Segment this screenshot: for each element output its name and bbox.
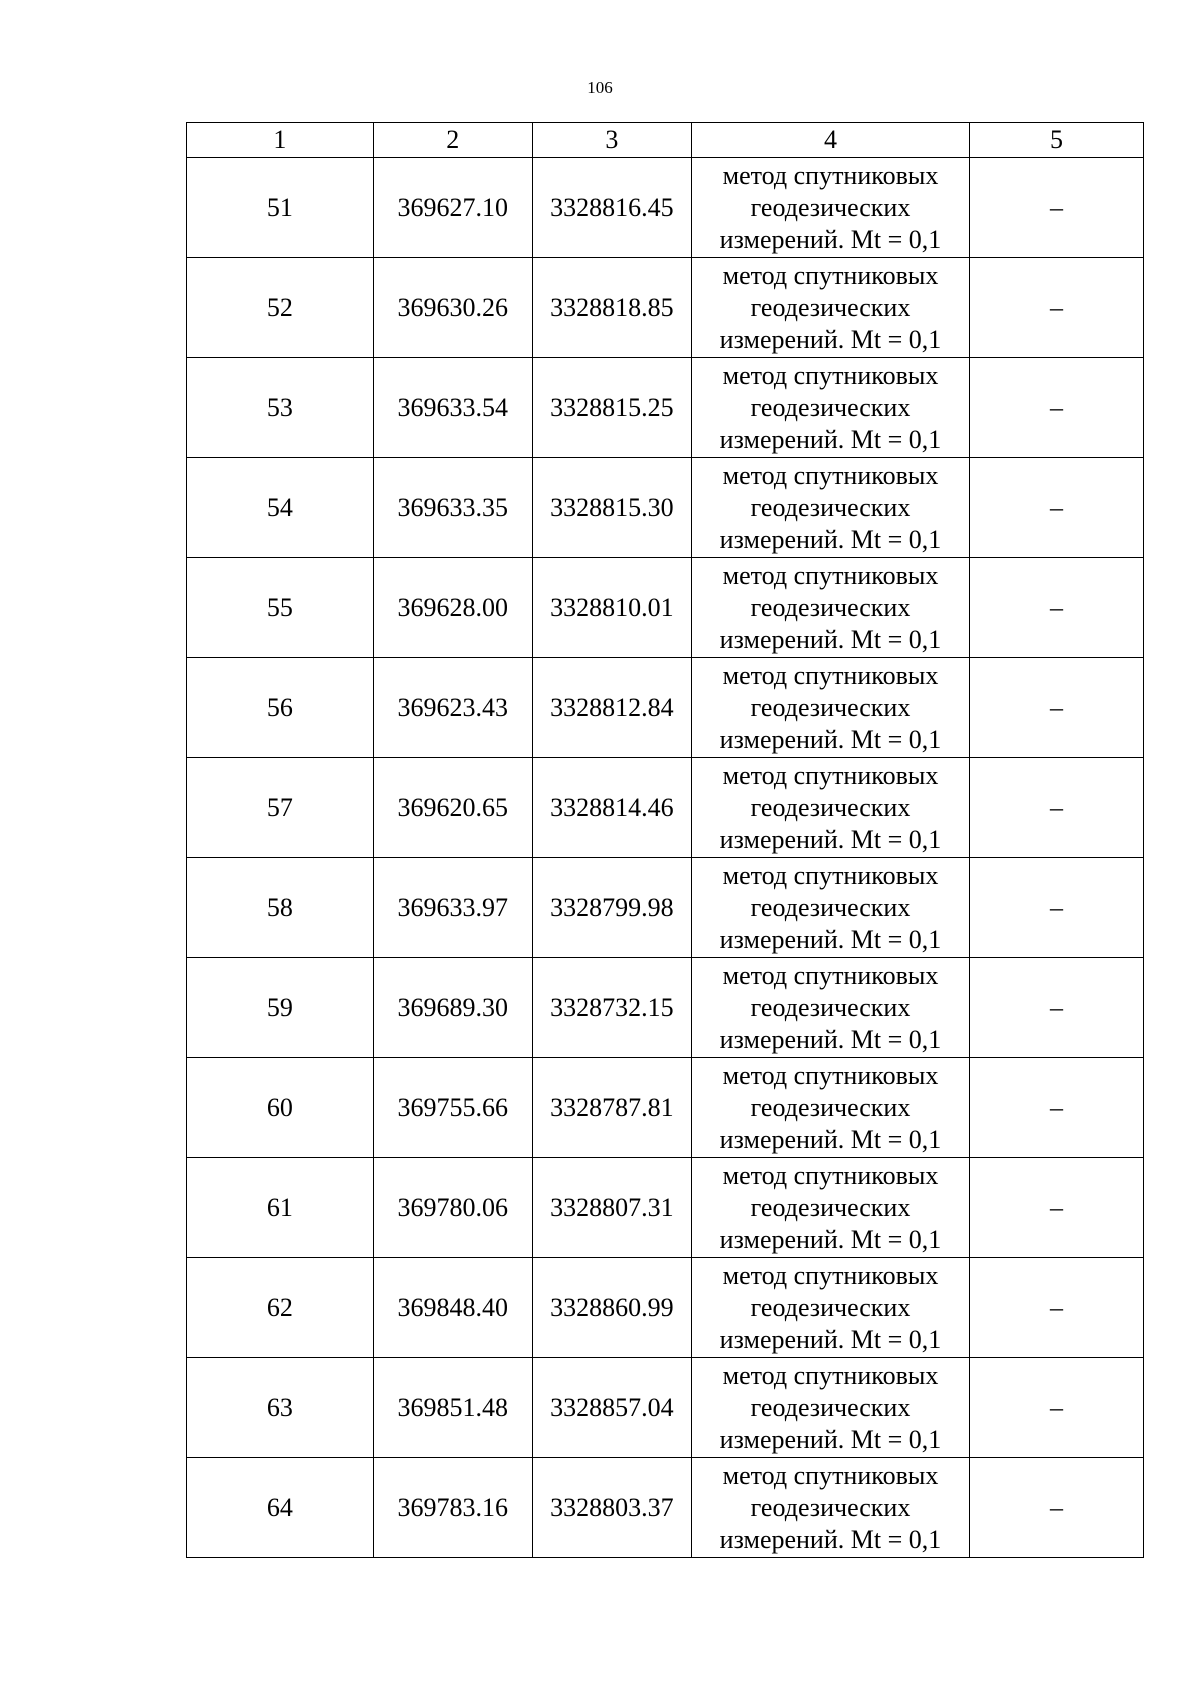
method-cell bbox=[692, 1058, 970, 1158]
method-cell bbox=[692, 458, 970, 558]
y-coordinate-cell: 3328787.81 bbox=[532, 1058, 691, 1158]
note-cell: – bbox=[969, 658, 1143, 758]
method-line: геодезических bbox=[750, 1092, 911, 1122]
method-line: геодезических bbox=[750, 492, 911, 522]
method-line: геодезических bbox=[750, 392, 911, 422]
note-cell: – bbox=[969, 958, 1143, 1058]
method-cell bbox=[692, 1258, 970, 1358]
y-coordinate-cell: 3328815.30 bbox=[532, 458, 691, 558]
method-line: метод спутниковых bbox=[722, 1360, 939, 1390]
y-coordinate-cell: 3328818.85 bbox=[532, 258, 691, 358]
method-line: измерений. Mt = 0,1 bbox=[719, 1024, 942, 1054]
table-row bbox=[187, 258, 1144, 358]
x-coordinate-cell: 369851.48 bbox=[373, 1358, 532, 1458]
point-number-cell: 63 bbox=[187, 1358, 374, 1458]
y-coordinate-cell: 3328860.99 bbox=[532, 1258, 691, 1358]
method-cell bbox=[692, 958, 970, 1058]
method-cell bbox=[692, 258, 970, 358]
x-coordinate-cell: 369780.06 bbox=[373, 1158, 532, 1258]
column-header-2: 2 bbox=[373, 123, 532, 158]
note-cell: – bbox=[969, 258, 1143, 358]
table-row bbox=[187, 958, 1144, 1058]
x-coordinate-cell: 369848.40 bbox=[373, 1258, 532, 1358]
x-coordinate-cell: 369633.54 bbox=[373, 358, 532, 458]
method-line: измерений. Mt = 0,1 bbox=[719, 324, 942, 354]
method-cell bbox=[692, 358, 970, 458]
y-coordinate-cell: 3328814.46 bbox=[532, 758, 691, 858]
y-coordinate-cell: 3328812.84 bbox=[532, 658, 691, 758]
method-line: измерений. Mt = 0,1 bbox=[719, 624, 942, 654]
x-coordinate-cell: 369755.66 bbox=[373, 1058, 532, 1158]
method-line: геодезических bbox=[750, 192, 911, 222]
table-row bbox=[187, 558, 1144, 658]
method-line: геодезических bbox=[750, 1292, 911, 1322]
column-header-3: 3 bbox=[532, 123, 691, 158]
method-line: геодезических bbox=[750, 692, 911, 722]
method-line: измерений. Mt = 0,1 bbox=[719, 524, 942, 554]
method-line: метод спутниковых bbox=[722, 1260, 939, 1290]
table-row bbox=[187, 1458, 1144, 1558]
method-line: геодезических bbox=[750, 1492, 911, 1522]
column-header-1: 1 bbox=[187, 123, 374, 158]
x-coordinate-cell: 369689.30 bbox=[373, 958, 532, 1058]
y-coordinate-cell: 3328857.04 bbox=[532, 1358, 691, 1458]
method-line: измерений. Mt = 0,1 bbox=[719, 1424, 942, 1454]
method-line: измерений. Mt = 0,1 bbox=[719, 424, 942, 454]
method-line: измерений. Mt = 0,1 bbox=[719, 824, 942, 854]
coordinates-table bbox=[186, 122, 1144, 1558]
point-number-cell: 56 bbox=[187, 658, 374, 758]
x-coordinate-cell: 369630.26 bbox=[373, 258, 532, 358]
method-cell bbox=[692, 658, 970, 758]
method-line: измерений. Mt = 0,1 bbox=[719, 1524, 942, 1554]
method-line: метод спутниковых bbox=[722, 760, 939, 790]
y-coordinate-cell: 3328816.45 bbox=[532, 158, 691, 258]
table-row bbox=[187, 358, 1144, 458]
note-cell: – bbox=[969, 1258, 1143, 1358]
method-cell bbox=[692, 1158, 970, 1258]
x-coordinate-cell: 369633.35 bbox=[373, 458, 532, 558]
method-line: геодезических bbox=[750, 892, 911, 922]
method-line: геодезических bbox=[750, 992, 911, 1022]
point-number-cell: 55 bbox=[187, 558, 374, 658]
method-line: геодезических bbox=[750, 792, 911, 822]
method-line: метод спутниковых bbox=[722, 260, 939, 290]
y-coordinate-cell: 3328815.25 bbox=[532, 358, 691, 458]
table-row bbox=[187, 1158, 1144, 1258]
note-cell: – bbox=[969, 1058, 1143, 1158]
point-number-cell: 52 bbox=[187, 258, 374, 358]
table-row bbox=[187, 458, 1144, 558]
table-row bbox=[187, 858, 1144, 958]
x-coordinate-cell: 369628.00 bbox=[373, 558, 532, 658]
method-cell bbox=[692, 1458, 970, 1558]
point-number-cell: 53 bbox=[187, 358, 374, 458]
point-number-cell: 60 bbox=[187, 1058, 374, 1158]
method-line: метод спутниковых bbox=[722, 360, 939, 390]
method-cell bbox=[692, 158, 970, 258]
note-cell: – bbox=[969, 458, 1143, 558]
method-line: геодезических bbox=[750, 592, 911, 622]
method-cell bbox=[692, 1358, 970, 1458]
method-cell bbox=[692, 858, 970, 958]
method-line: геодезических bbox=[750, 1392, 911, 1422]
page-number: 106 bbox=[587, 78, 613, 97]
method-line: измерений. Mt = 0,1 bbox=[719, 1224, 942, 1254]
point-number-cell: 58 bbox=[187, 858, 374, 958]
x-coordinate-cell: 369623.43 bbox=[373, 658, 532, 758]
point-number-cell: 64 bbox=[187, 1458, 374, 1558]
method-line: метод спутниковых bbox=[722, 860, 939, 890]
method-line: метод спутниковых bbox=[722, 1460, 939, 1490]
point-number-cell: 59 bbox=[187, 958, 374, 1058]
method-line: измерений. Mt = 0,1 bbox=[719, 1124, 942, 1154]
note-cell: – bbox=[969, 858, 1143, 958]
method-line: метод спутниковых bbox=[722, 160, 939, 190]
note-cell: – bbox=[969, 1358, 1143, 1458]
x-coordinate-cell: 369633.97 bbox=[373, 858, 532, 958]
point-number-cell: 62 bbox=[187, 1258, 374, 1358]
y-coordinate-cell: 3328732.15 bbox=[532, 958, 691, 1058]
x-coordinate-cell: 369783.16 bbox=[373, 1458, 532, 1558]
method-line: метод спутниковых bbox=[722, 660, 939, 690]
y-coordinate-cell: 3328807.31 bbox=[532, 1158, 691, 1258]
table-header-row bbox=[187, 123, 1144, 158]
method-line: измерений. Mt = 0,1 bbox=[719, 224, 942, 254]
table-row bbox=[187, 758, 1144, 858]
table-row bbox=[187, 158, 1144, 258]
table-row bbox=[187, 1058, 1144, 1158]
column-header-5: 5 bbox=[969, 123, 1143, 158]
method-line: измерений. Mt = 0,1 bbox=[719, 724, 942, 754]
method-line: геодезических bbox=[750, 1192, 911, 1222]
note-cell: – bbox=[969, 558, 1143, 658]
note-cell: – bbox=[969, 158, 1143, 258]
method-cell bbox=[692, 558, 970, 658]
method-line: геодезических bbox=[750, 292, 911, 322]
method-line: метод спутниковых bbox=[722, 960, 939, 990]
y-coordinate-cell: 3328810.01 bbox=[532, 558, 691, 658]
point-number-cell: 51 bbox=[187, 158, 374, 258]
method-line: измерений. Mt = 0,1 bbox=[719, 1324, 942, 1354]
x-coordinate-cell: 369620.65 bbox=[373, 758, 532, 858]
y-coordinate-cell: 3328799.98 bbox=[532, 858, 691, 958]
point-number-cell: 61 bbox=[187, 1158, 374, 1258]
note-cell: – bbox=[969, 758, 1143, 858]
table-row bbox=[187, 1358, 1144, 1458]
table-body bbox=[187, 158, 1144, 1558]
table-row bbox=[187, 1258, 1144, 1358]
point-number-cell: 57 bbox=[187, 758, 374, 858]
method-line: измерений. Mt = 0,1 bbox=[719, 924, 942, 954]
table-row bbox=[187, 658, 1144, 758]
note-cell: – bbox=[969, 1458, 1143, 1558]
note-cell: – bbox=[969, 358, 1143, 458]
x-coordinate-cell: 369627.10 bbox=[373, 158, 532, 258]
note-cell: – bbox=[969, 1158, 1143, 1258]
y-coordinate-cell: 3328803.37 bbox=[532, 1458, 691, 1558]
method-line: метод спутниковых bbox=[722, 460, 939, 490]
column-header-4: 4 bbox=[692, 123, 970, 158]
point-number-cell: 54 bbox=[187, 458, 374, 558]
method-line: метод спутниковых bbox=[722, 560, 939, 590]
method-line: метод спутниковых bbox=[722, 1160, 939, 1190]
method-line: метод спутниковых bbox=[722, 1060, 939, 1090]
method-cell bbox=[692, 758, 970, 858]
